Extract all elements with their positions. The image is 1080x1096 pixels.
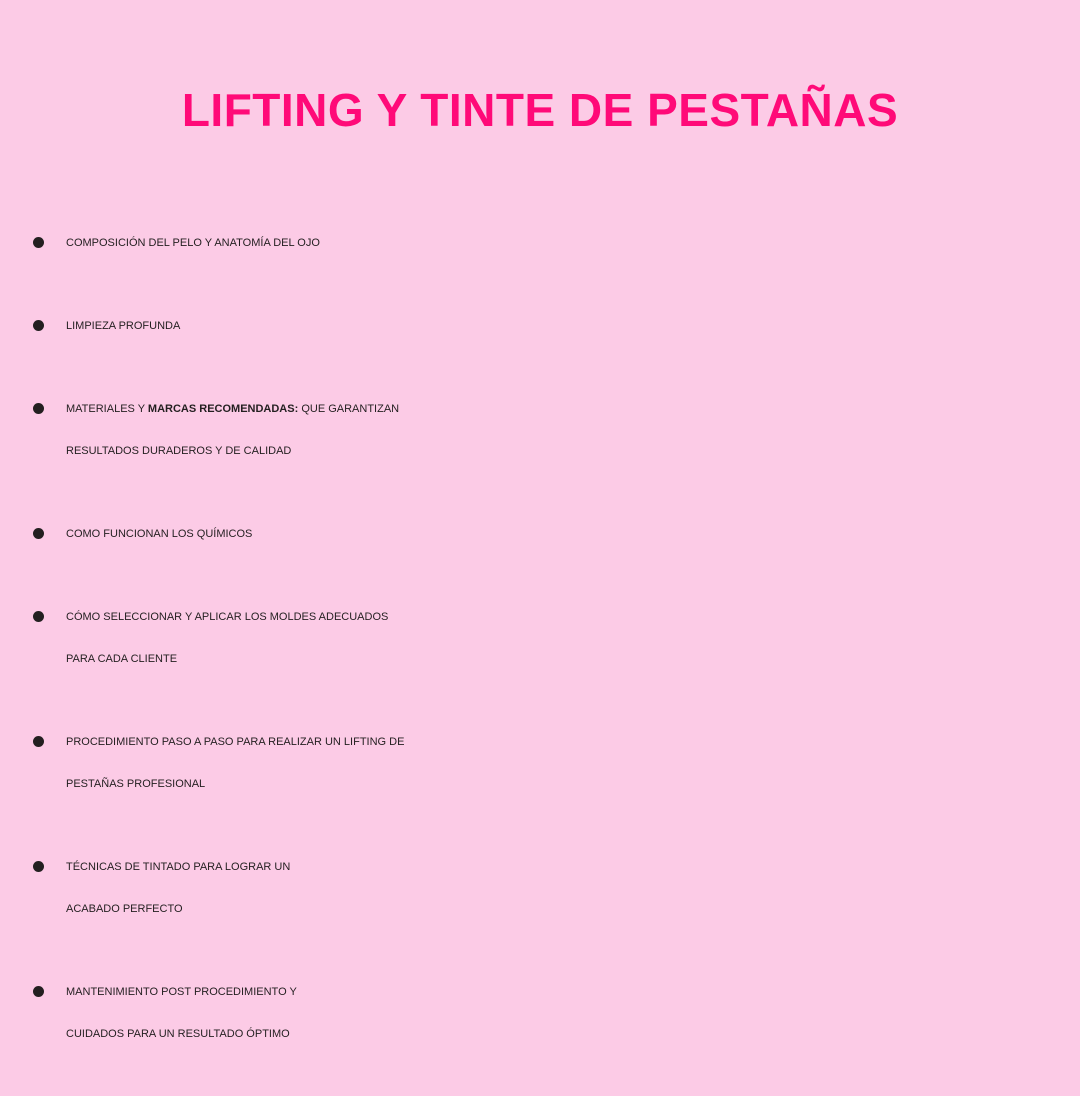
list-item	[0, 222, 1080, 264]
item-text: LIMPIEZA PROFUNDA	[66, 320, 181, 332]
item-text-bold: MARCAS RECOMENDADAS:	[147, 403, 299, 415]
item-text-line-1: MANTENIMIENTO POST PROCEDIMIENTO Y	[66, 986, 297, 998]
item-text-line-2: PARA CADA CLIENTE	[66, 653, 178, 665]
item-text-line-1: CÓMO SELECCIONAR Y APLICAR LOS MOLDES ADECUADOS	[66, 611, 389, 623]
item-text-line-1: TÉCNICAS DE TINTADO PARA LOGRAR UN	[66, 861, 291, 873]
item-text-line-2: ACABADO PERFECTO	[66, 903, 183, 915]
page-title: LIFTING Y TINTE DE PESTAÑAS	[181, 84, 899, 136]
list-item	[0, 305, 1080, 347]
list-item	[0, 513, 1080, 555]
list-item	[0, 388, 1080, 472]
bullet-icon	[33, 237, 44, 248]
topic-list	[0, 222, 1080, 1096]
item-text: COMO FUNCIONAN LOS QUÍMICOS	[66, 528, 253, 540]
bullet-icon	[33, 611, 44, 622]
bullet-icon	[33, 528, 44, 539]
list-item	[0, 596, 1080, 680]
item-text: COMPOSICIÓN DEL PELO Y ANATOMÍA DEL OJO	[66, 237, 320, 249]
item-text-line-1	[66, 388, 1080, 430]
bullet-icon	[33, 403, 44, 414]
item-text-line-2: CUIDADOS PARA UN RESULTADO ÓPTIMO	[66, 1028, 290, 1040]
item-text-pre: MATERIALES Y	[66, 403, 148, 415]
bullet-icon	[33, 986, 44, 997]
bullet-icon	[33, 736, 44, 747]
list-item	[0, 971, 1080, 1055]
item-text-line-2: RESULTADOS DURADEROS Y DE CALIDAD	[66, 445, 292, 457]
item-text-post: QUE GARANTIZAN	[298, 403, 400, 415]
list-item	[0, 846, 1080, 930]
item-text-line-2: PESTAÑAS PROFESIONAL	[66, 778, 206, 790]
list-item	[0, 721, 1080, 805]
item-text-line-1: PROCEDIMIENTO PASO A PASO PARA REALIZAR UN LIFTING DE	[66, 736, 405, 748]
bullet-icon	[33, 861, 44, 872]
bullet-icon	[33, 320, 44, 331]
